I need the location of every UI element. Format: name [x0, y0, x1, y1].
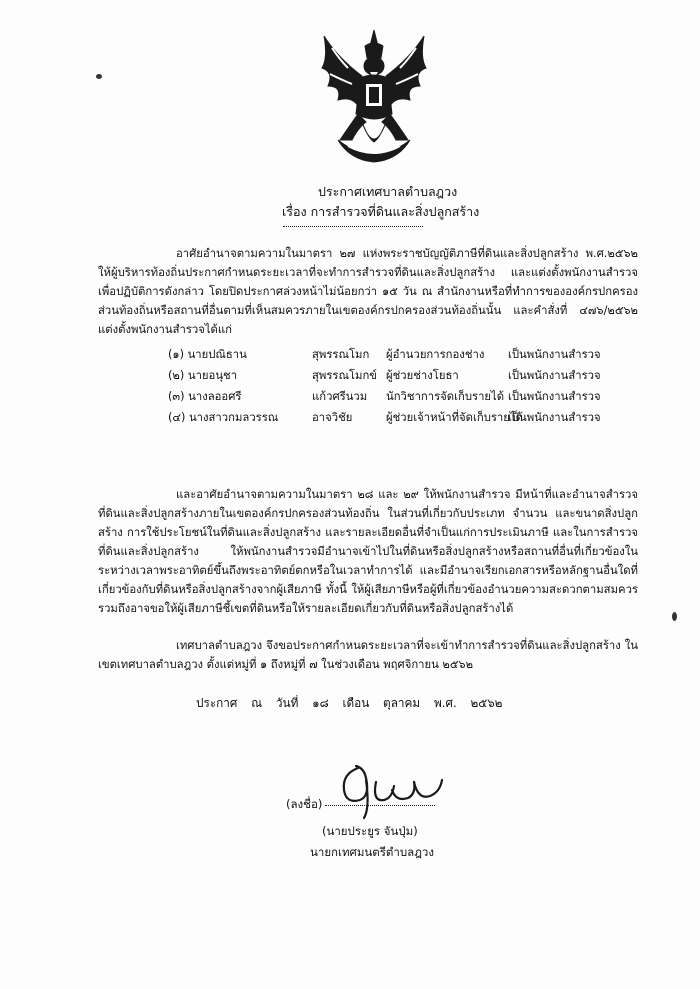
document-title: ประกาศเทศบาลตำบลฎวง: [318, 184, 458, 199]
paragraph-authority: อาศัยอำนาจตามความในมาตรา ๒๗ แห่งพระราชบัญญัติภาษีที่ดินและสิ่งปลูกสร้าง พ.ศ.๒๕๖๒ ให้ผู้บริหารท้องถิ่นประกาศกำหนดระยะเวลาที่จะทำการสำรวจที่ดินและสิ่งปลูกสร้าง และแต่งตั้งพนักงานสำรวจ เพื่อปฏิบัติการดังกล่าว โดยปิดประกาศล่วงหน้าไม่น้อยกว่า ๑๕ วัน ณ สำนักงานหรือที่ทำการขององค์กรปกครอง ส่วนท้องถิ่นหรือสถานที่อื่นตามที่เห็นสมควรภายในเขตองค์กรปกครองส่วนท้องถิ่นนั้น และคำสั่งที่ ๔๗๖/๒๕๖๒ แต่งตั้งพนักงานสำรวจได้แก่: [98, 247, 638, 336]
staff-row: [168, 408, 648, 429]
scan-speck: [96, 74, 102, 79]
document-subject: เรื่อง การสำรวจที่ดินและสิ่งปลูกสร้าง: [282, 204, 480, 219]
announce-month: ตุลาคม: [383, 696, 421, 710]
staff-name: (๒) นายอนุชา: [168, 369, 238, 382]
staff-role: เป็นพนักงานสำรวจ: [508, 411, 601, 424]
staff-list: [168, 345, 648, 429]
announce-era: พ.ศ.: [433, 696, 457, 710]
staff-name: (๔) นางสาวกมลวรรณ: [168, 411, 279, 424]
signature-line: [286, 796, 435, 814]
staff-role: เป็นพนักงานสำรวจ: [508, 369, 601, 382]
announce-at: ณ: [251, 696, 263, 710]
announce-label: ประกาศ: [196, 696, 238, 710]
signer-title: นายกเทศมนตรีตำบลฎวง: [310, 845, 434, 859]
paragraph-schedule: เทศบาลตำบลฎวง จึงขอประกาศกำหนดระยะเวลาที่จะเข้าทำการสำรวจที่ดินและสิ่งปลูกสร้าง ในเขตเทศบาลตำบลฎวง ตั้งแต่หมู่ที่ ๑ ถึงหมู่ที่ ๗ ในช่วงเดือน พฤศจิกายน ๒๕๖๒: [98, 639, 638, 671]
staff-name: (๑) นายปณิธาน: [168, 348, 247, 361]
staff-position: ผู้ช่วยช่างโยธา: [386, 369, 459, 382]
staff-position: ผู้ช่วยเจ้าหน้าที่จัดเก็บรายได้: [386, 411, 523, 424]
staff-surname: สุพรรณโมก: [312, 348, 370, 361]
sign-label: (ลงชื่อ): [286, 797, 323, 811]
announce-year: ๒๕๖๒: [470, 696, 503, 710]
announcement-date: [196, 694, 512, 713]
staff-surname: สุพรรณโมกข์: [312, 369, 378, 382]
announce-month-label: เดือน: [342, 696, 370, 710]
staff-surname: อาจวิชัย: [312, 411, 353, 424]
announce-day: ๑๘: [312, 696, 329, 710]
signature-dotted-line: [325, 805, 435, 806]
title-divider: [283, 226, 423, 227]
staff-role: เป็นพนักงานสำรวจ: [508, 348, 601, 361]
garuda-emblem-icon: [318, 28, 430, 168]
staff-row: [168, 387, 648, 408]
staff-position: นักวิชาการจัดเก็บรายได้: [386, 390, 505, 403]
staff-surname: แก้วศรีนวม: [312, 390, 368, 403]
staff-row: [168, 366, 648, 387]
staff-name: (๓) นางลออศรี: [168, 390, 242, 403]
announce-day-label: วันที่: [275, 696, 299, 710]
paragraph-duties: และอาศัยอำนาจตามความในมาตรา ๒๘ และ ๒๙ ให้พนักงานสำรวจ มีหน้าที่และอำนาจสำรวจที่ดินและสิ่งปลูกสร้างภายในเขตองค์กรปกครองส่วนท้องถิ่น ในส่วนที่เกี่ยวกับประเภท จำนวน และขนาดสิ่งปลูกสร้าง การใช้ประโยชน์ในที่ดินและสิ่งปลูกสร้าง และรายละเอียดอื่นที่จำเป็นแก่การประเมินภาษี และในการสำรวจที่ดินและสิ่งปลูกสร้าง ให้พนักงานสำรวจมีอำนาจเข้าไปในที่ดินหรือสิ่งปลูกสร้างหรือสถานที่อื่นที่เกี่ยวข้องในระหว่างเวลาพระอาทิตย์ขึ้นถึงพระอาทิตย์ตกหรือในเวลาทำการได้ และมีอำนาจเรียกเอกสารหรือหลักฐานอื่นใดที่เกี่ยวข้องกับที่ดินหรือสิ่งปลูกสร้างจากผู้เสียภาษี ทั้งนี้ ให้ผู้เสียภาษีหรือผู้ที่เกี่ยวข้องอำนวยความสะดวกตามสมควร รวมถึงอาจขอให้ผู้เสียภาษีชี้เขตที่ดินหรือให้รายละเอียดเกี่ยวกับที่ดินหรือสิ่งปลูกสร้างได้: [98, 488, 638, 615]
staff-role: เป็นพนักงานสำรวจ: [508, 390, 601, 403]
staff-row: [168, 345, 648, 366]
signer-name: (นายประยูร จันปุ่ม): [322, 824, 418, 838]
staff-position: ผู้อำนวยการกองช่าง: [386, 348, 485, 361]
scan-speck: [672, 612, 677, 621]
